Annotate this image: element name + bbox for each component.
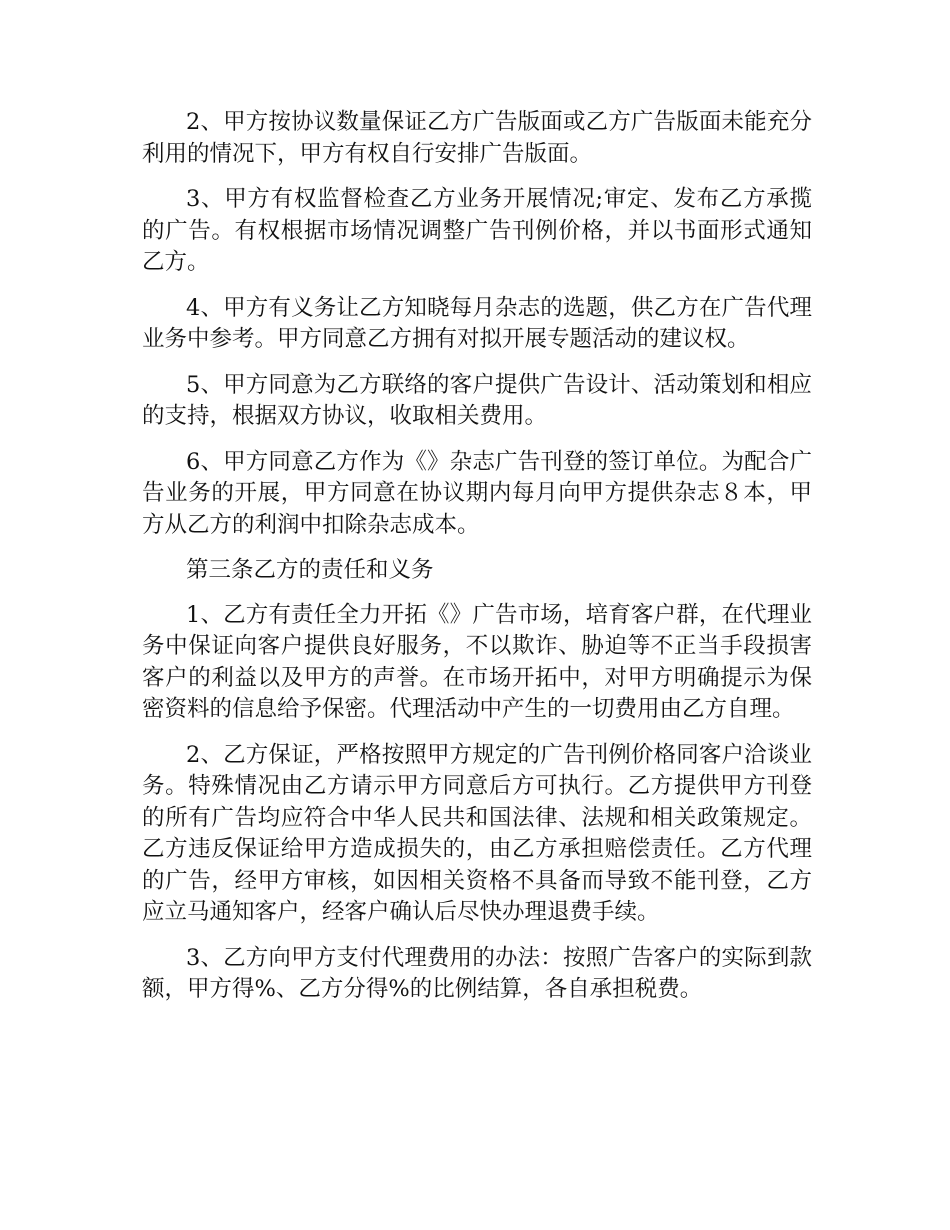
- party-b-clause-3-paragraph: 3、乙方向甲方支付代理费用的办法：按照广告客户的实际到款额，甲方得%、乙方分得%的比例结算，各自承担税费。: [142, 944, 812, 1002]
- clause-6-paragraph: 6、甲方同意乙方作为《》杂志广告刊登的签订单位。为配合广告业务的开展，甲方同意在协议期内每月向甲方提供杂志８本，甲方从乙方的利润中扣除杂志成本。: [142, 448, 812, 538]
- article-3-heading: 第三条乙方的责任和义务: [186, 557, 434, 583]
- clause-3-paragraph: 3、甲方有权监督检查乙方业务开展情况;审定、发布乙方承揽的广告。有权根据市场情况调整广告刊例价格，并以书面形式通知乙方。: [142, 186, 812, 275]
- party-b-clause-2-paragraph: 2、乙方保证，严格按照甲方规定的广告刊例价格同客户洽谈业务。特殊情况由乙方请示甲方同意后方可执行。乙方提供甲方刊登的所有广告均应符合中华人民共和国法律、法规和相关政策规定。乙方违反保证给甲方造成损失的，由乙方承担赔偿责任。乙方代理的广告，经甲方审核，如因相关资格不具备而导致不能刊登，乙方应立马通知客户，经客户确认后尽快办理退费手续。: [142, 741, 812, 925]
- party-b-clause-1-paragraph: 1、乙方有责任全力开拓《》广告市场，培育客户群，在代理业务中保证向客户提供良好服务，不以欺诈、胁迫等不正当手段损害客户的利益以及甲方的声誉。在市场开拓中，对甲方明确提示为保密资料的信息给予保密。代理活动中产生的一切费用由乙方自理。: [142, 601, 812, 722]
- document-page: [142, 107, 812, 1020]
- clause-5-paragraph: 5、甲方同意为乙方联络的客户提供广告设计、活动策划和相应的支持，根据双方协议，收取相关费用。: [142, 371, 812, 429]
- clause-4-paragraph: 4、甲方有义务让乙方知晓每月杂志的选题，供乙方在广告代理业务中参考。甲方同意乙方拥有对拟开展专题活动的建议权。: [142, 294, 812, 352]
- clause-2-paragraph: 2、甲方按协议数量保证乙方广告版面或乙方广告版面未能充分利用的情况下，甲方有权自行安排广告版面。: [142, 109, 812, 167]
